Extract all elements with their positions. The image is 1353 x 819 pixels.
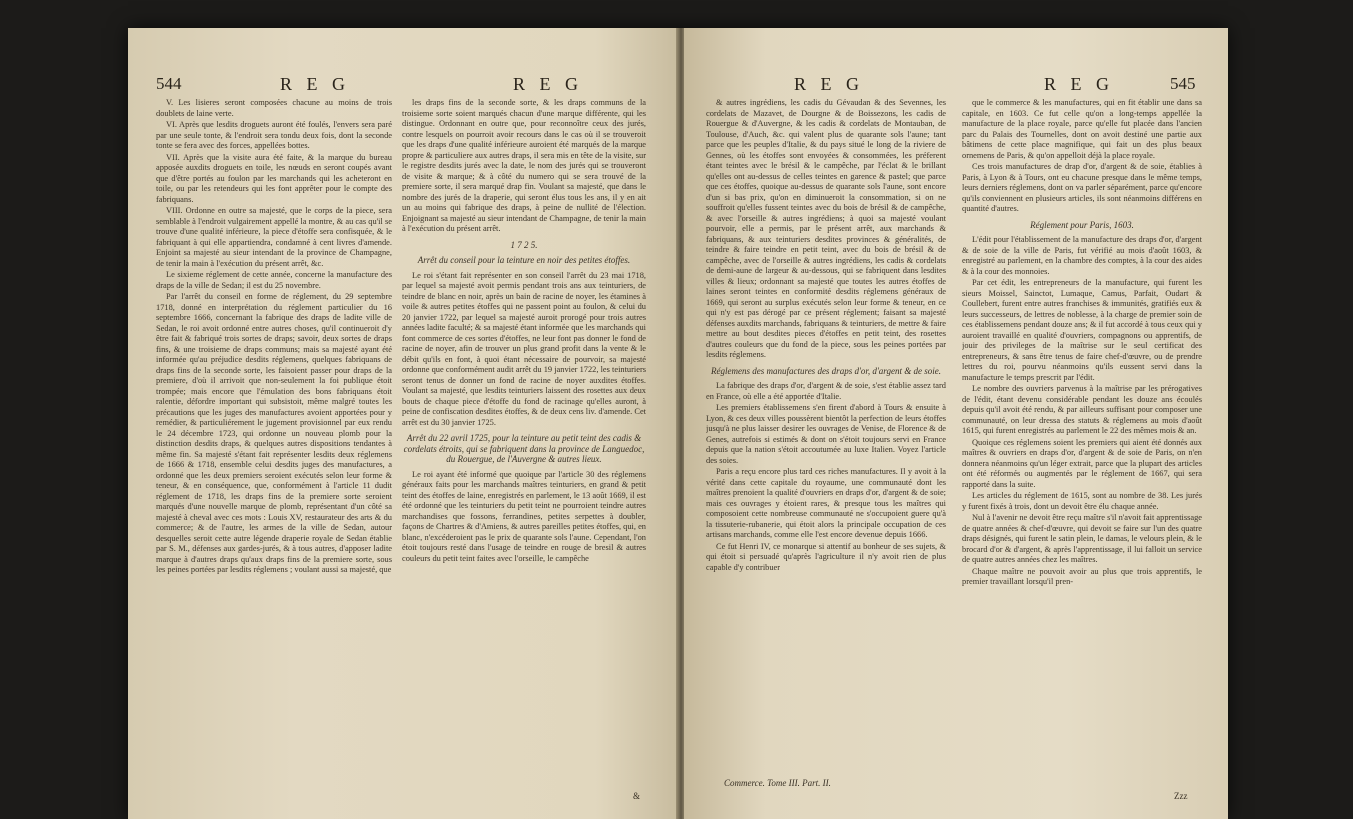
book-spread (128, 28, 1228, 819)
paragraph: les draps fins de la seconde sorte, & les draps communs de la troisieme sorte soient marqués chacun d'une marque différente, qui les distingue. Ordonnant en outre que, pour reconnoître ceux des jurés, contre lesquels on pourroit avoir recours dans le cas où il se trouveroit que les draps d'une qualité inférieure auroient été marqués de la marque propre & particuliere aux autres draps, il sera mis en tête de la visite, sur le registre desdits jurés avec la date, le nom des jurés qui se trouveront de visite & marque; & à côté du numero qui se sera trouvé de la premiere sorte, il sera marqué drap fin. Voulant sa majesté, que dans le nombre des jurés de la draperie, qui seront élus tous les ans, il y en ait un au moins qui fabrique des draps, à peine de nullité de l'élection. Enjoignant sa majesté au sieur intendant de Champagne, de tenir la main à l'exécution du présent arrêt. (402, 98, 646, 233)
page-number: 545 (1170, 74, 1196, 93)
paragraph: Ces trois manufactures de drap d'or, d'argent & de soie, établies à Paris, à Lyon & à Tours, ont eu chacune presque dans le même temps, leurs derniers réglemens, dont on va parler séparément, parce qu'encore qu'ils conviennent en plusieurs articles, ils sont néanmoins différens en quantité d'autres. (962, 162, 1202, 213)
left-page-column-1 (156, 98, 392, 798)
section-heading: Arrêt du conseil pour la teinture en noir des petites étoffes. (417, 255, 631, 265)
running-head: R E G (1044, 74, 1114, 94)
paragraph: Les articles du réglement de 1615, sont au nombre de 38. Les jurés y furent fixés à trois, dont un devoit être élu chaque année. (962, 491, 1202, 511)
running-head: R E G (513, 74, 583, 94)
right-page-header (684, 74, 1228, 96)
paragraph: Le nombre des ouvriers parvenus à la maîtrise par les prérogatives de l'édit, étant devenu considérable pendant les douze ans écoulés depuis qu'il avoit été rendu, & par ailleurs suffisant pour composer une communauté, on leur dressa des statuts & réglemens au mois d'août 1615, qui furent enregistrés au parlement le 22 des mêmes mois & an. (962, 384, 1202, 435)
paragraph: Chaque maître ne pouvoit avoir au plus que trois apprentifs, le premier travaillant lorsqu'il pren- (962, 566, 1202, 586)
right-page-column-1 (706, 98, 946, 798)
section-heading: Arrêt du 22 avril 1725, pour la teinture au petit teint des cadis & cordelats étroits, qui se fabriquent dans la province de Languedoc, du Rouergue, de l'Auvergne & autres lieux. (403, 433, 645, 464)
running-head: R E G (794, 74, 864, 94)
catchword: & (633, 791, 641, 801)
paragraph: Nul à l'avenir ne devoit être reçu maître s'il n'avoit fait apprentissage de quatre années & chef-d'œuvre, qui devoit se faire sur l'un des quatre draps désignés, qui furent le satin plein, le damas, le velours plein, & le brocard d'or & d'argent, & après l'apprentissage, il lui falloit un service de quatre autres années chez les maîtres. (962, 513, 1202, 564)
right-page-column-2 (962, 98, 1202, 798)
paragraph: L'édit pour l'établissement de la manufacture des draps d'or, d'argent & de soie de la ville de Paris, fut vérifié au mois d'août 1603, & enregistré au parlement, en la chambre des comptes, à la cour des aides & à la cour des monnoies. (962, 235, 1202, 276)
paragraph: Par l'arrêt du conseil en forme de réglement, du 29 septembre 1718, donné en interprétation du réglement particulier du 16 septembre 1666, concernant la fabrique des draps de ladite ville de Sedan, le roi avoit ordonné entre autres choses, qu'il continueroit d'y être fait & fabriqué trois sortes de draps; savoir, deux sortes de draps fins, & une troisieme de draps communs; mais sa majesté ayant été informée qu'au préjudice desdits réglemens, quelques fabriquans de draps fins de la seconde sorte, les faisoient passer pour draps de la premiere, d'où il arrivoit que non-seulement la foi publique étoit trompée; mais encore que l'émulation des bons fabriquans étoit ralentie, défordre important qui subsistoit, même malgré toutes les précautions que les juges des manufactures avoient apportées pour y remédier, & particuliérement le jugement provisionnel par eux rendu le 24 décembre 1723, qui ordonne un nouveau plomb pour la distinction desdits draps, & quelques autres dispositions tendantes à même fin. Sa majesté s'étant fait représenter lesdits deux réglemens de 1666 & 1718, ensemble celui desdits juges des manufactures, a ordonné que les deux premiers seroient exécutés selon leur forme & teneur, & en conséquence, que, conformément à l'article 11 dudit réglement de 1718, les draps fins de la premiere sorte seroient marqués d'une nouvelle marque de plomb, représentant d'un côté sa majesté à cheval avec ces mots : Louis XV, restaurateur des arts & du commerce; & de l'autre, les armes de la ville de Sedan, autour desquelles seroit cette autre légende draperie royale de Sedan établie par S. M., défenses aux gardes-jurés, & à tous autres, d'apposer ladite marque à d'autres draps qu'aux draps fins de la premiere sorte, sous les peines portées par lesdits réglemens ; voulant aussi sa majesté, que (156, 292, 392, 574)
page-number: 544 (156, 74, 182, 93)
paragraph: VI. Après que lesdits droguets auront été foulés, l'envers sera paré par une seule tonte, & l'endroit sera tondu deux fois, dont la seconde tonte se fera avec des forces, appellées bottes. (156, 120, 392, 150)
paragraph: Les premiers établissemens s'en firent d'abord à Tours & ensuite à Lyon, & ces deux villes poussèrent bientôt la perfection de leurs étoffes jusqu'à ne plus laisser desirer les ouvrages de Venise, de Florence & de Genes, autrefois si estimés & dont on s'étoit toujours servi en France depuis que la nation s'étoit accoutumée au luxe Italien. Voyez l'article des soies. (706, 403, 946, 465)
paragraph: & autres ingrédiens, les cadis du Gévaudan & des Sevennes, les cordelats de Mazavet, de Dourgne & de Boissezons, les cadis de Rouergue & d'Auvergne, & les cadis & cordelats de Montauban, de Toulouse, d'Auch, &c. qui valent plus de quarante sols l'aune; tant parce que les peuples d'Italie, & du pays situé le long de la riviere de Gennes, où les étoffes sont envoyées & consommées, les préferent étant teintes avec le brésil & le campêche, par l'éclat & le brillant qu'elles ont au-dessus de celles teintes en garence & pastel; que parce que ces étoffes, quoique au-dessus de quarante sols l'aune, sont encore d'un si bas prix, qu'on en diminueroit la consommation, si on ne souffroit qu'elles fussent teintes avec du bois de brésil & de campêche, & avec l'orseille & autres ingrédiens; à quoi sa majesté voulant pourvoir, elle a permis, par le présent arrêt, aux marchands & fabriquans, & aux teinturiers desdites provinces & généralités, de teindre & faire teindre en petit teint, avec du bois de brésil & de campêche, avec de l'orseille & autres ingrédiens, les cadis & cordelats de demi-aune de largeur & au-dessous, qui se fabriquent dans lesdites villes & lieux; ordonnant sa majesté que toutes les autres étoffes de laines seront teintes en conformité desdits réglemens généraux de 1669, qui seront au surplus exécutés selon leur forme & teneur, en ce qui n'y est pas dérogé par ce présent réglement; faisant sa majesté défenses auxdits marchands, fabriquans & teinturiers, de mettre & faire mettre au bout desdites pieces d'étoffes en petit teint, des rosettes d'autres couleurs que du fond de la piece, sous les peines portées par lesdits réglemens. (706, 98, 946, 359)
page-footer: Commerce. Tome III. Part. II. (724, 778, 831, 788)
paragraph: Paris a reçu encore plus tard ces riches manufactures. Il y avoit à la vérité dans cette capitale du royaume, une communauté dont les maîtres prenoient la qualité d'ouvriers en draps d'or, d'argent & de soie; mais ces ouvrages y étoient rares, & presque tous les maîtres qui composoient cette nombreuse communauté ne s'occupoient guere qu'à la tissuterie-rubanerie, qui étoit alors la principale occupation de ces artisans marchands, comme elle l'est encore devenue depuis 1666. (706, 467, 946, 539)
section-heading: Réglement pour Paris, 1603. (1030, 219, 1134, 230)
running-head: R E G (280, 74, 350, 94)
paragraph: Quoique ces réglemens soient les premiers qui aient été donnés aux maîtres & ouvriers en draps d'or, d'argent & de soie de Paris, on n'en donnera néanmoins qu'un léger extrait, parce que la plupart des articles ont été réformés ou augmentés par le réglement de 1667, qui sera rapporté dans la suite. (962, 437, 1202, 489)
left-page-header (128, 74, 678, 96)
paragraph: VII. Après que la visite aura été faite, & la marque du bureau apposée auxdits droguets en toile, les nœuds en seront coupés avant que d'être portés au foulon par les marchands qui les acheteront en toile, ou par les retendeurs qui les font apprêter pour le compte des fabriquans. (156, 152, 392, 204)
paragraph: Le roi s'étant fait représenter en son conseil l'arrêt du 23 mai 1718, par lequel sa majesté avoit permis pendant trois ans aux teinturiers, de teindre de blanc en noir, après un bain de racine de noyer, les étamines à voile & autres petites étoffes qui ne passent point au foulon, & celui du 20 janvier 1722, par lequel sa majesté auroit prorogé pour trois autres années ladite faculté; & sa majesté étant informée que les marchands qui font commerce de ces sortes d'étoffes, ne leur font pas donner le fond de racine de noyer, afin de trouver un plus grand profit dans la vente & le débit qu'ils en font, à quoi étant nécessaire de pourvoir, sa majesté ordonne que conformément audit arrêt du 19 janvier 1722, les teinturiers seront tenus de donner un fond de racine de noyer auxdites étoffes. Voulant sa majesté, que lesdits teinturiers laissent des rosettes aux deux bouts de chaque piece d'étoffe du fond de racinage qu'elles auront, à peine de confiscation desdites étoffes, & de deux cens liv. d'amende. Cet arrêt est du 30 janvier 1725. (402, 270, 646, 427)
left-page-column-2 (402, 98, 646, 798)
paragraph: Ce fut Henri IV, ce monarque si attentif au bonheur de ses sujets, & qui étoit si persuadé qu'après l'agriculture il n'y avoit rien de plus capable d'y contribuer (706, 541, 946, 572)
paragraph: Par cet édit, les entrepreneurs de la manufacture, qui furent les sieurs Moissel, Sainctot, Lumaque, Camus, Parfait, Oudart & Coullebert, furent entre autres franchises & immunités, gratifiés eux & leurs successeurs, de lettres de noblesse, à la charge de premier soin de ces établissemens pendant douze ans; & il fut accordé à tous ceux qui y auroient travaillé en qualité d'ouvriers, compagnons ou apprentifs, de jouir des privileges de la maîtrise sur le seul certificat des entrepreneurs, & sans être tenus de faire chef-d'œuvre, ou de prendre lettres du roi, pourvu néanmoins qu'ils eussent servi dans la manufacture le temps prescrit par l'édit. (962, 278, 1202, 382)
signature-mark: Zzz (1174, 791, 1188, 801)
paragraph: VIII. Ordonne en outre sa majesté, que le corps de la piece, sera semblable à l'endroit vulgairement appellé la montre, & au cas qu'il se trouve d'une qualité inférieure, la piece d'étoffe sera confisquée, & le fabriquant à qui elle appartiendra, condamné à cent livres d'amende. Enjoint sa majesté au sieur intendant de la province de Champagne, de tenir la main à l'exécution du présent arrêt, &c. (156, 206, 392, 268)
paragraph: que le commerce & les manufactures, qui en fit établir une dans sa capitale, en 1603. Ce fut celle qu'on a long-temps appellée la manufacture de la place royale, parce qu'elle fut placée dans l'ancien parc du Palais des Tournelles, dont on avoit destiné une partie aux bâtimens de cette place magnifique, qui fait un des plus beaux ornemens de Paris, & qu'on appelloit déjà la place royale. (962, 98, 1202, 160)
paragraph: V. Les lisieres seront composées chacune au moins de trois doublets de laine verte. (156, 98, 392, 118)
section-heading: Réglemens des manufactures des draps d'or, d'argent & de soie. (711, 365, 941, 376)
paragraph: Le roi ayant été informé que quoique par l'article 30 des réglemens généraux faits pour les marchands maîtres teinturiers, en grand & petit teint des étoffes de laine, enregistrés en parlement, le 13 août 1669, il est été ordonné que les teinturiers du petit teint ne pourroient teindre autres marchandises que fossons, ferrandines, petites serpettes à doubler, façons de Chartres & d'Amiens, & autres pareilles petites étoffes, qui, en blanc, n'excéderoient pas le prix de quarante sols l'aune. Cependant, l'on étoit toujours resté dans l'usage de teindre en rouge de bresil & autres couleurs du petit teint faites avec l'orseille, le campêche (402, 469, 646, 563)
right-page (684, 28, 1228, 819)
paragraph: La fabrique des draps d'or, d'argent & de soie, s'est établie assez tard en France, où elle a été apportée d'Italie. (706, 381, 946, 401)
year-heading: 1 7 2 5. (510, 239, 538, 250)
paragraph: Le sixieme réglement de cette année, concerne la manufacture des draps de la ville de Sedan; il est du 25 novembre. (156, 270, 392, 290)
left-page (128, 28, 678, 819)
